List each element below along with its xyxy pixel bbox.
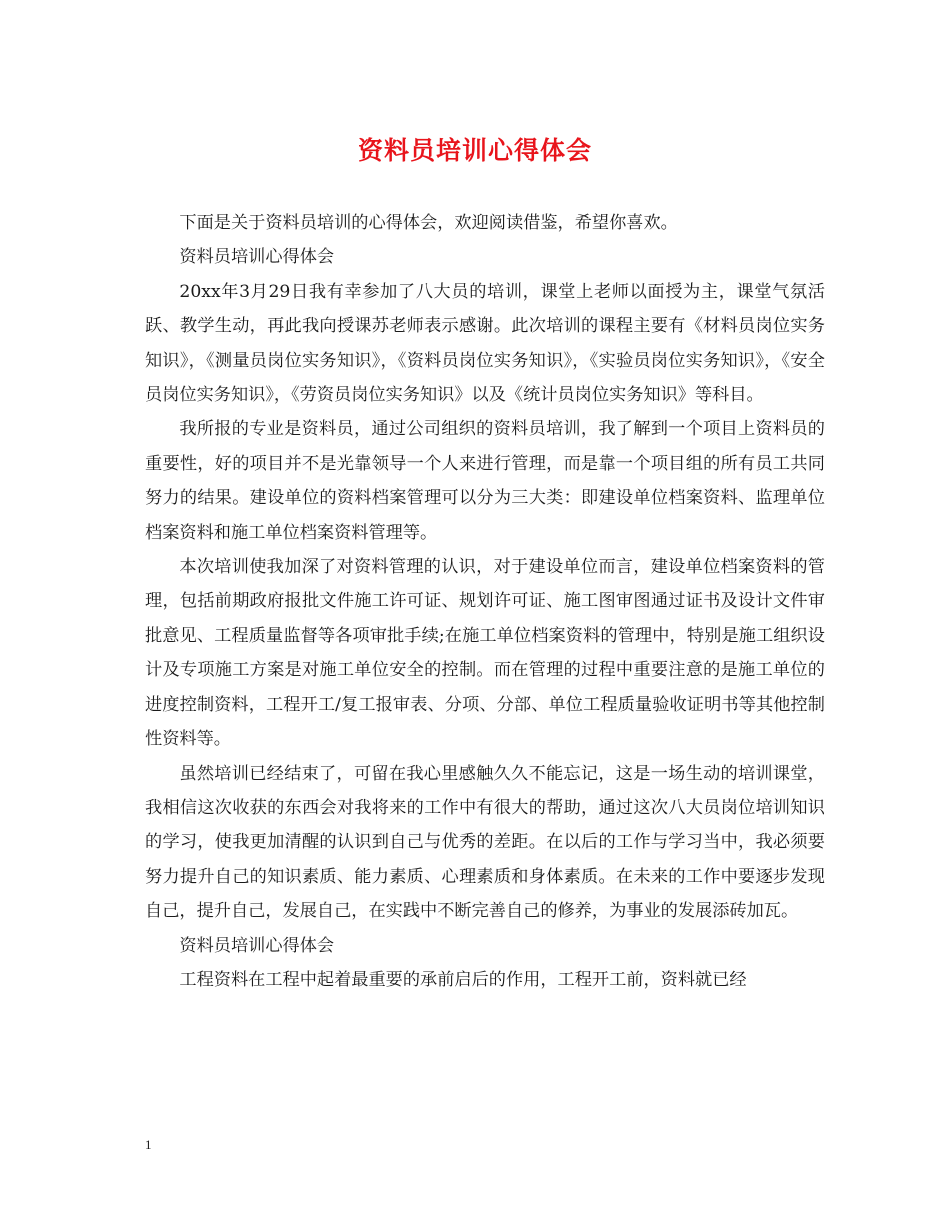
page-number: 1 xyxy=(145,1137,152,1152)
paragraph: 我所报的专业是资料员，通过公司组织的资料员培训，我了解到一个项目上资料员的重要性，好的项目并不是光靠领导一个人来进行管理，而是靠一个项目组的所有员工共同努力的结果。建设单位的资料档案管理可以分为三大类：即建设单位档案资料、监理单位档案资料和施工单位档案资料管理等。 xyxy=(145,419,825,543)
paragraph: 虽然培训已经结束了，可留在我心里感触久久不能忘记，这是一场生动的培训课堂，我相信这次收获的东西会对我将来的工作中有很大的帮助，通过这次八大员岗位培训知识的学习，使我更加清醒的认识到自己与优秀的差距。在以后的工作与学习当中，我必须要努力提升自己的知识素质、能力素质、心理素质和身体素质。在未来的工作中要逐步发现自己，提升自己，发展自己，在实践中不断完善自己的修养，为事业的发展添砖加瓦。 xyxy=(145,763,825,922)
document-title: 资料员培训心得体会 xyxy=(357,136,592,165)
document-body xyxy=(145,206,825,997)
paragraph: 20xx年3月29日我有幸参加了八大员的培训，课堂上老师以面授为主，课堂气氛活跃、教学生动，再此我向授课苏老师表示感谢。此次培训的课程主要有《材料员岗位实务知识》，《测量员岗位实务知识》，《资料员岗位实务知识》，《实验员岗位实务知识》，《安全员岗位实务知识》，《劳资员岗位实务知识》以及《统计员岗位实务知识》等科目。 xyxy=(145,281,825,406)
section-heading: 资料员培训心得体会 xyxy=(179,935,335,956)
section-heading: 资料员培训心得体会 xyxy=(179,247,335,268)
paragraph: 工程资料在工程中起着最重要的承前启后的作用，工程开工前，资料就已经 xyxy=(179,969,747,990)
paragraph: 本次培训使我加深了对资料管理的认识，对于建设单位而言，建设单位档案资料的管理，包括前期政府报批文件施工许可证、规划许可证、施工图审图通过证书及设计文件审批意见、工程质量监督等各项审批手续;在施工单位档案资料的管理中，特别是施工组织设计及专项施工方案是对施工单位安全的控制。而在管理的过程中重要注意的是施工单位的进度控制资料，工程开工/复工报审表、分项、分部、单位工程质量验收证明书等其他控制性资料等。 xyxy=(145,557,825,750)
paragraph-intro: 下面是关于资料员培训的心得体会，欢迎阅读借鉴，希望你喜欢。 xyxy=(179,213,678,233)
